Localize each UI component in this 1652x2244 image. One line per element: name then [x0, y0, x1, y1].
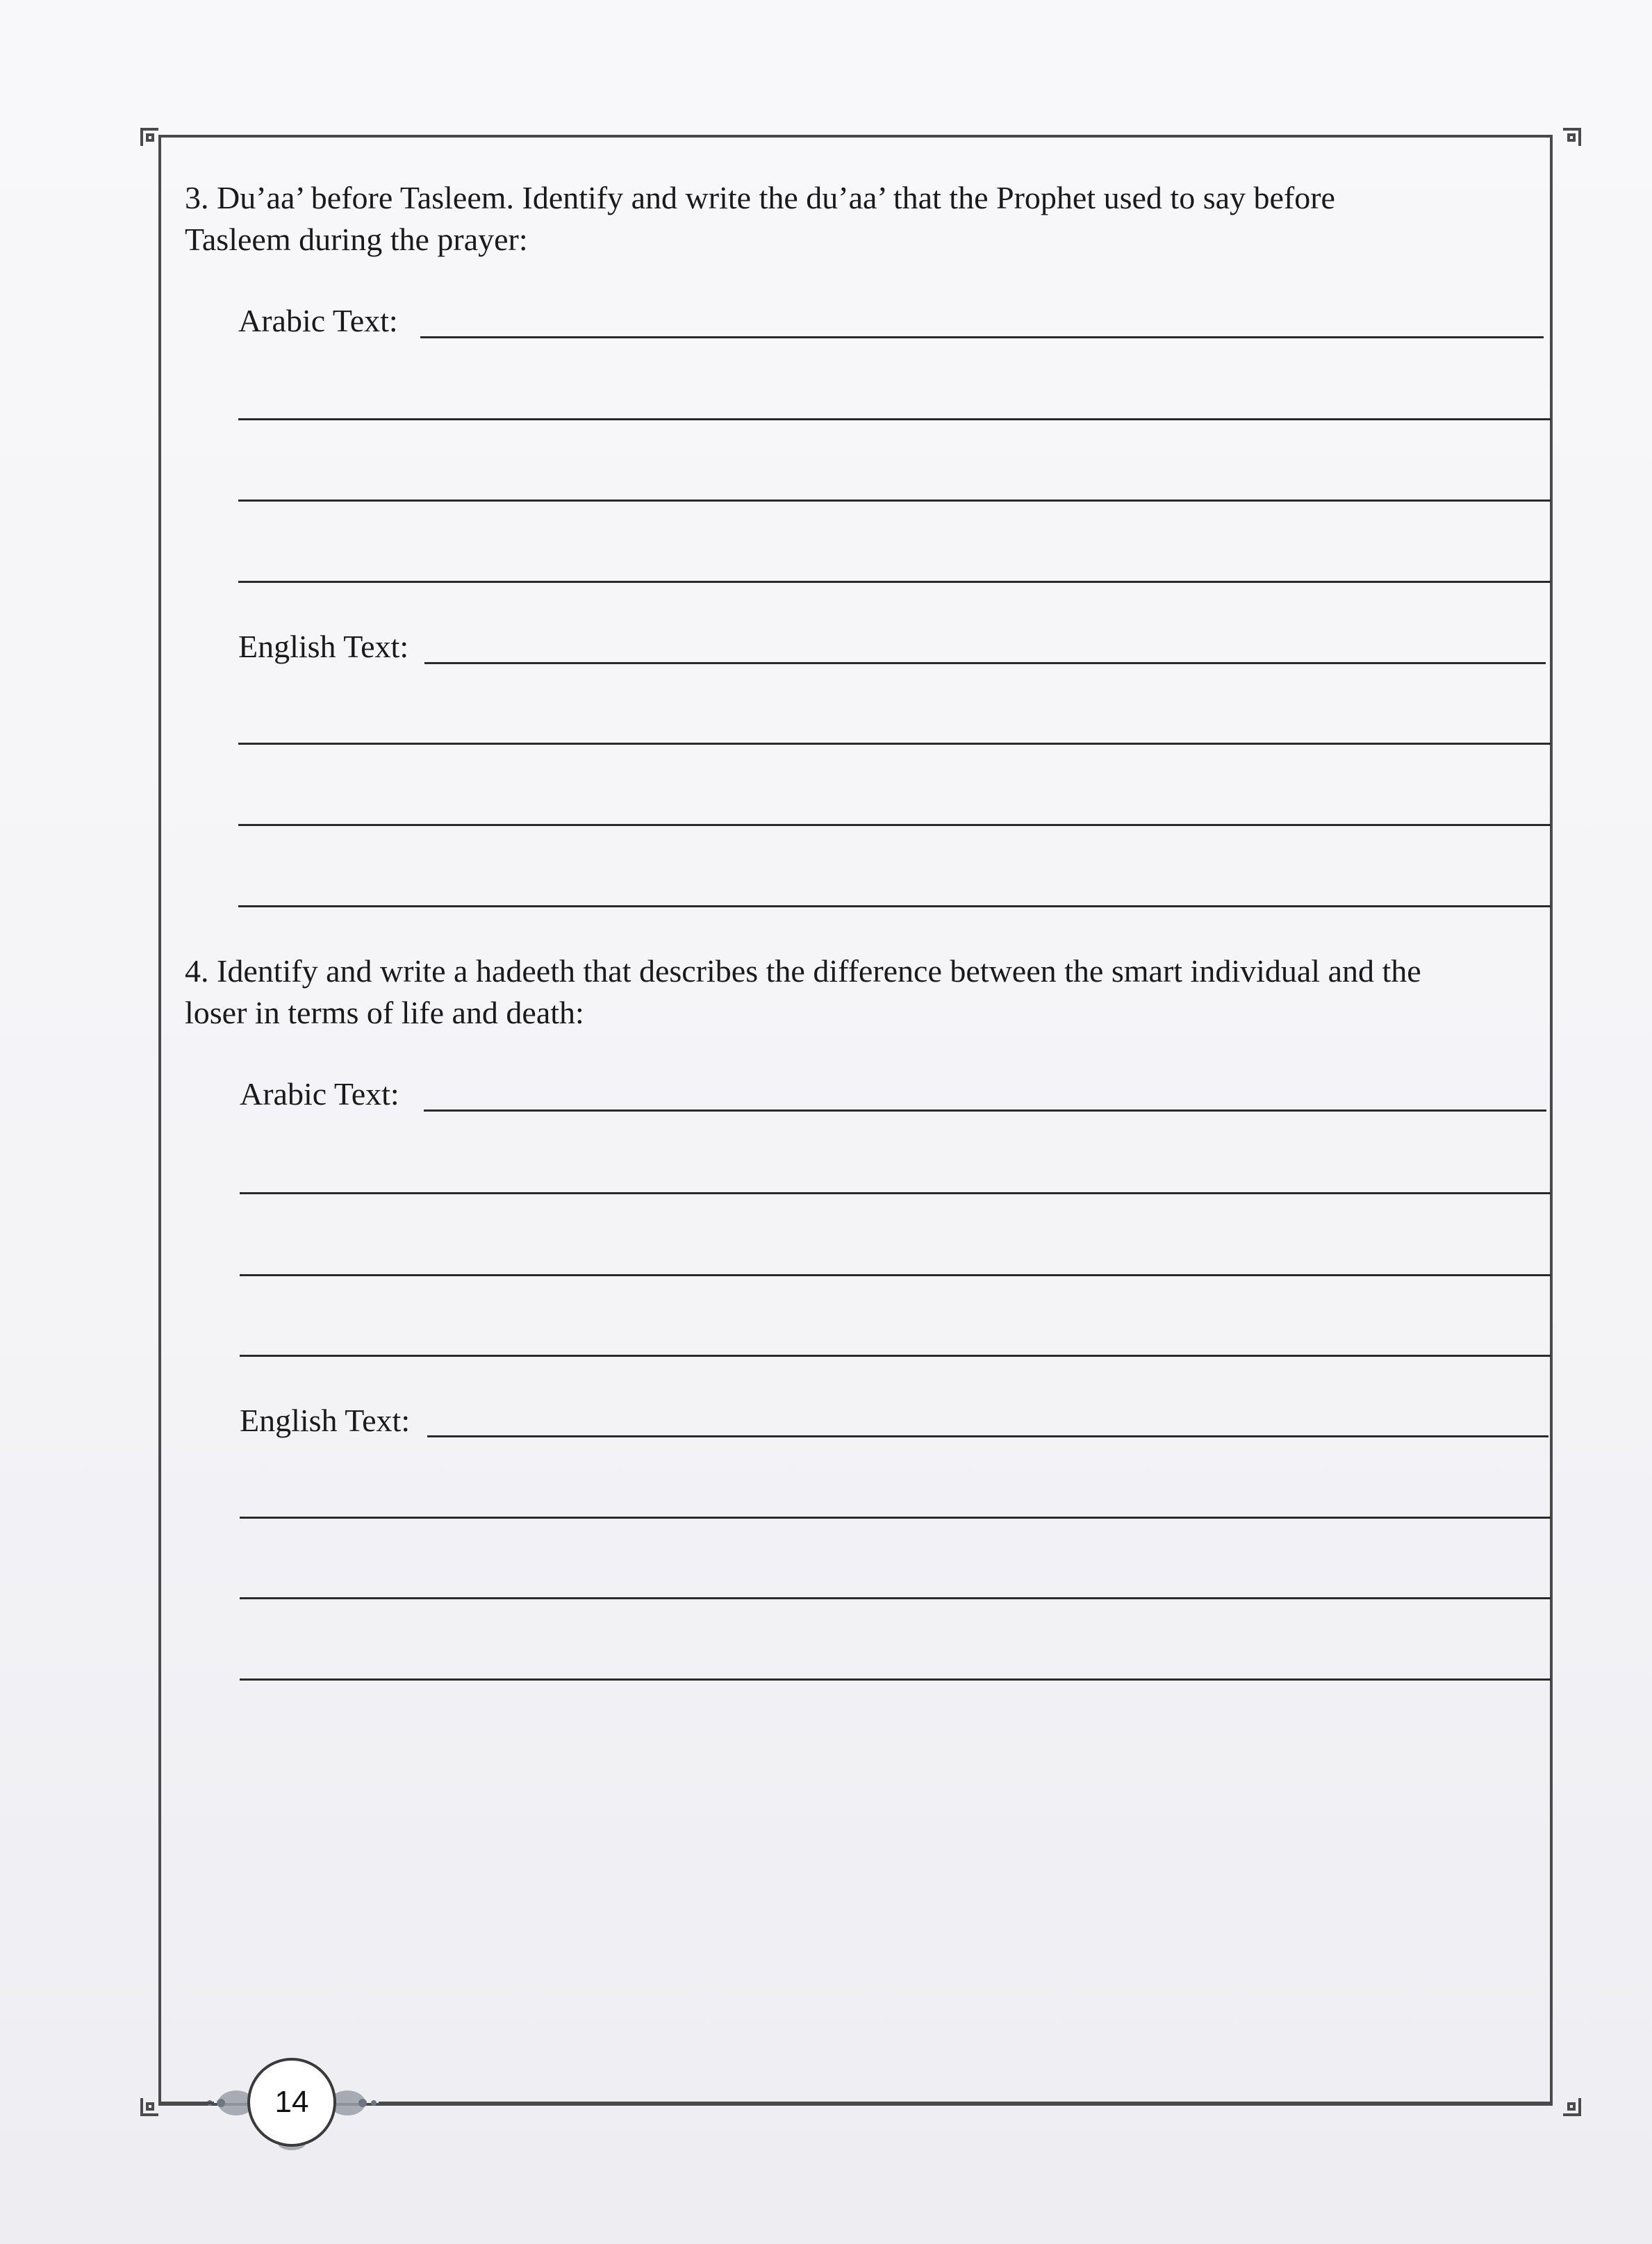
corner-ornament-top-right	[1555, 126, 1583, 154]
footer-rule-right	[379, 2102, 1553, 2104]
question-4-english-answer-line[interactable]	[240, 1597, 1551, 1599]
question-4-arabic-label: Arabic Text:	[240, 1076, 399, 1112]
question-3-english-answer-line[interactable]	[238, 905, 1551, 907]
question-3-english-answer-line[interactable]	[424, 662, 1546, 664]
page-number: 14	[247, 2058, 336, 2147]
question-3-prompt-line-1: 3. Du’aa’ before Tasleem. Identify and write the du’aa’ that the Prophet used to say before	[185, 180, 1335, 215]
corner-ornament-bottom-right	[1555, 2090, 1583, 2118]
page-border-frame	[158, 135, 1553, 2106]
footer-rule-left	[158, 2102, 214, 2104]
question-4-english-answer-line[interactable]	[240, 1678, 1551, 1681]
question-4-english-label: English Text:	[240, 1403, 411, 1438]
question-4-arabic-answer-line[interactable]	[240, 1192, 1551, 1194]
question-4-arabic-answer-line[interactable]	[424, 1109, 1546, 1112]
corner-ornament-top-left	[139, 126, 167, 154]
question-4-english-answer-line[interactable]	[240, 1517, 1551, 1519]
question-4-english-answer-line[interactable]	[427, 1435, 1548, 1437]
question-4-prompt-line-1: 4. Identify and write a hadeeth that describes the difference between the smart individual and the	[185, 953, 1421, 989]
question-3-arabic-answer-line[interactable]	[420, 336, 1544, 338]
question-4-prompt-line-2: loser in terms of life and death:	[185, 995, 584, 1030]
question-3-arabic-answer-line[interactable]	[238, 581, 1551, 583]
question-4-arabic-answer-line[interactable]	[240, 1355, 1551, 1357]
question-4-arabic-answer-line[interactable]	[240, 1274, 1551, 1276]
question-3-english-label: English Text:	[238, 629, 409, 664]
question-3-arabic-answer-line[interactable]	[238, 418, 1551, 420]
question-3-english-answer-line[interactable]	[238, 824, 1551, 826]
question-3-prompt-line-2: Tasleem during the prayer:	[185, 222, 528, 257]
question-3-arabic-label: Arabic Text:	[238, 303, 398, 338]
question-3-english-answer-line[interactable]	[238, 743, 1551, 745]
question-3-arabic-answer-line[interactable]	[238, 500, 1551, 502]
